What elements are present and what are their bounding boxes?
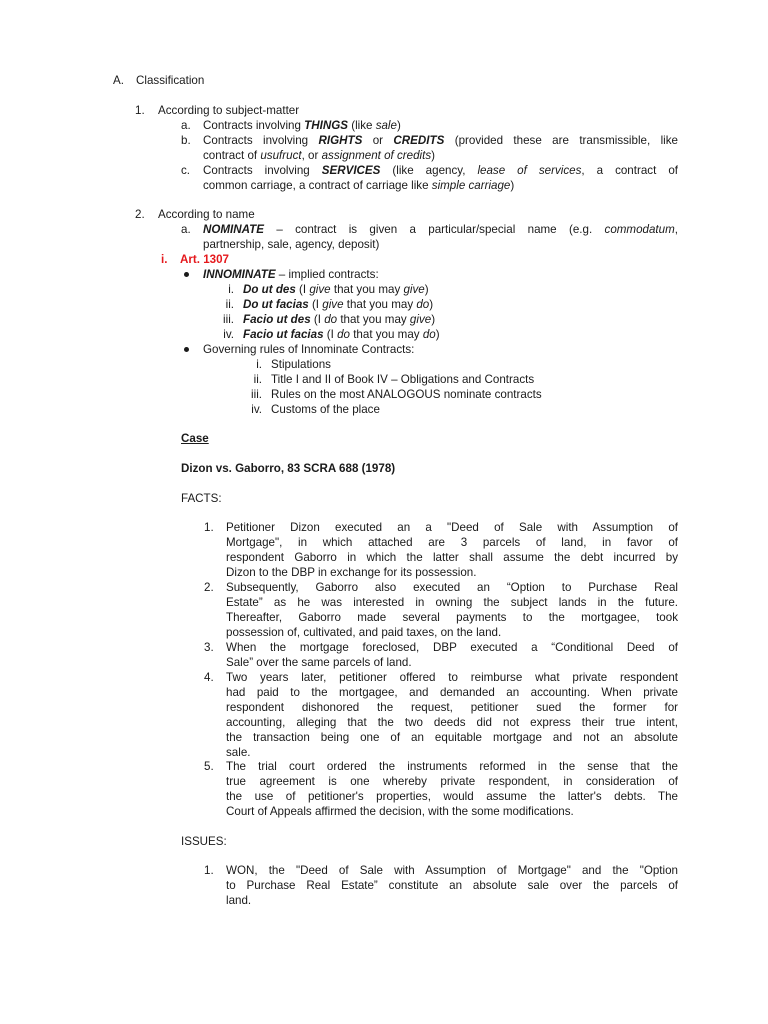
issue-line: WON, the "Deed of Sale with Assumption of Mortgage" and the "Option — [226, 864, 678, 877]
innominate-item-run: ) — [435, 328, 440, 341]
roman-marker: iii. — [251, 388, 262, 401]
innominate-item-run: ) — [431, 313, 436, 326]
innominate-item — [243, 297, 433, 312]
list-item-line-run: , or — [301, 149, 322, 162]
list-item-line — [203, 178, 514, 193]
list-item-line-run: SERVICES — [321, 164, 381, 177]
governing-rule-item: Rules on the most ANALOGOUS nominate contracts — [271, 388, 542, 401]
fact-line: Estate” as he was interested in owning the subject lands in the future. — [226, 596, 678, 609]
list-marker: 1. — [204, 864, 214, 877]
roman-marker: ii. — [253, 373, 262, 386]
list-item-line — [203, 118, 401, 133]
innominate-item-run: ) — [424, 283, 429, 296]
innominate-item-run: that you may — [330, 283, 404, 296]
fact-line: Mortgage", in which attached are 3 parcels of land, in favor of — [226, 536, 678, 549]
innominate-item-run: Do ut des — [243, 283, 296, 296]
list-marker: 3. — [204, 641, 214, 654]
list-item-line-run: sale — [375, 119, 397, 132]
innominate-item — [243, 327, 440, 342]
list-item-line-run: , — [674, 223, 678, 236]
innominate-item-run: that you may — [343, 298, 417, 311]
fact-line: When the mortgage foreclosed, DBP executed a “Conditional Deed of — [226, 641, 678, 654]
issue-line: land. — [226, 894, 252, 907]
list-item-line-run: ) — [396, 119, 401, 132]
list-item-line — [203, 148, 435, 163]
innominate-item-run: Do ut facias — [243, 298, 309, 311]
fact-line: the transaction being one of an equitable mortgage and not an absolute — [226, 731, 678, 744]
innominate-item-run: ) — [429, 298, 434, 311]
governing-rules-heading: Governing rules of Innominate Contracts: — [203, 343, 415, 356]
fact-line: sale. — [226, 746, 251, 759]
list-marker: a. — [181, 119, 191, 132]
list-item-line — [203, 163, 678, 178]
list-item-line-run: ) — [431, 149, 436, 162]
roman-marker: iv. — [251, 403, 262, 416]
list-item-line-run: NOMINATE — [203, 223, 264, 236]
list-item-line-run: Contracts involving — [203, 164, 322, 177]
article-marker: i. — [161, 253, 168, 266]
list-item-line-run: CREDITS — [393, 134, 445, 147]
list-item-line-run: (provided these are transmissible, like — [444, 134, 678, 147]
list-marker: 2. — [135, 208, 145, 221]
list-marker: b. — [181, 134, 191, 147]
list-marker: 2. — [204, 581, 214, 594]
roman-marker: i. — [228, 283, 234, 296]
bullet-icon — [184, 272, 189, 277]
list-item-line-run: (like agency, — [380, 164, 478, 177]
innominate-item-run: Facio ut des — [243, 313, 311, 326]
fact-line: had paid to the mortgagee, and demanded an accounting. When private — [226, 686, 678, 699]
list-marker: 4. — [204, 671, 214, 684]
list-marker: 1. — [135, 104, 145, 117]
innominate-item-run: Facio ut facias — [243, 328, 324, 341]
fact-line: true agreement is one whereby private respondent, in consideration of — [226, 775, 678, 788]
innominate-item-run: that you may — [349, 328, 423, 341]
roman-marker: i. — [256, 358, 262, 371]
case-heading: Case — [181, 432, 209, 445]
fact-line: Court of Appeals affirmed the decision, with the some modifications. — [226, 805, 574, 818]
list-item-line-run: commodatum — [604, 223, 675, 236]
list-marker: 5. — [204, 760, 214, 773]
governing-rule-item: Stipulations — [271, 358, 331, 371]
list-item-line-run: simple carriage — [431, 179, 511, 192]
list-item-line-run: ) — [510, 179, 515, 192]
list-marker: a. — [181, 223, 191, 236]
issues-heading: ISSUES: — [181, 835, 227, 848]
innominate-item — [243, 282, 429, 297]
list-item-line — [203, 133, 678, 148]
innominate-item-run: (I — [308, 298, 323, 311]
innominate-item-run: that you may — [337, 313, 410, 326]
roman-marker: ii. — [225, 298, 234, 311]
innominate-item-run: give — [403, 283, 425, 296]
article-reference: Art. 1307 — [180, 253, 229, 266]
section-marker: A. — [113, 74, 124, 87]
subsection-title: According to subject-matter — [158, 104, 300, 117]
fact-line: Thereafter, Gaborro made several payments to the mortgagee, took — [226, 611, 678, 624]
fact-line: the use of petitioner's properties, would assume the latter's debts. The — [226, 790, 678, 803]
fact-line: Dizon to the DBP in exchange for its possession. — [226, 566, 477, 579]
innominate-heading — [203, 267, 379, 282]
innominate-item-run: do — [416, 298, 430, 311]
list-marker: c. — [181, 164, 191, 177]
innominate-heading-run: – implied contracts: — [275, 268, 379, 281]
facts-heading: FACTS: — [181, 492, 222, 505]
roman-marker: iv. — [223, 328, 234, 341]
list-item-line-run: usufruct — [260, 149, 302, 162]
innominate-item-run: do — [324, 313, 338, 326]
innominate-item — [243, 312, 435, 327]
innominate-item-run: give — [309, 283, 331, 296]
fact-line: The trial court ordered the instruments reformed in the sense that the — [226, 760, 678, 773]
list-item-line-run: THINGS — [304, 119, 348, 132]
list-item-line-run: – contract is given a particular/special name (e.g. — [263, 223, 605, 236]
list-item-line — [203, 222, 678, 237]
fact-line: respondent dishonored the request, petitioner sued the former for — [226, 701, 678, 714]
list-item-line-run: Contracts involving — [203, 134, 319, 147]
list-item-line-run: contract of — [203, 149, 261, 162]
list-item-line — [203, 237, 379, 252]
governing-rule-item: Title I and II of Book IV – Obligations and Contracts — [271, 373, 535, 386]
list-item-line-run: assignment of credits — [321, 149, 432, 162]
list-marker: 1. — [204, 521, 214, 534]
list-item-line-run: , a contract of — [581, 164, 678, 177]
innominate-item-run: (I — [323, 328, 338, 341]
list-item-line-run: common carriage, a contract of carriage like — [203, 179, 432, 192]
innominate-item-run: give — [322, 298, 344, 311]
roman-marker: iii. — [223, 313, 234, 326]
fact-line: Petitioner Dizon executed an a "Deed of Sale with Assumption of — [226, 521, 678, 534]
fact-line: Two years later, petitioner offered to reimburse what private respondent — [226, 671, 678, 684]
innominate-item-run: (I — [295, 283, 310, 296]
section-title: Classification — [136, 74, 205, 87]
list-item-line-run: RIGHTS — [318, 134, 363, 147]
fact-line: possession of, cultivated, and paid taxes, on the land. — [226, 626, 502, 639]
list-item-line-run: (like — [347, 119, 376, 132]
fact-line: respondent Gaborro in which the latter shall assume the debt incurred by — [226, 551, 678, 564]
list-item-line-run: partnership, sale, agency, deposit) — [203, 238, 380, 251]
list-item-line-run: or — [362, 134, 394, 147]
innominate-heading-run: INNOMINATE — [203, 268, 276, 281]
fact-line: Subsequently, Gaborro also executed an “Option to Purchase Real — [226, 581, 678, 594]
list-item-line-run: lease of services — [477, 164, 582, 177]
fact-line: accounting, alleging that the two deeds did not express their true intent, — [226, 716, 678, 729]
innominate-item-run: do — [337, 328, 350, 341]
case-title: Dizon vs. Gaborro, 83 SCRA 688 (1978) — [181, 462, 396, 475]
governing-rule-item: Customs of the place — [271, 403, 380, 416]
fact-line: Sale” over the same parcels of land. — [226, 656, 412, 669]
list-item-line-run: Contracts involving — [203, 119, 305, 132]
innominate-item-run: (I — [310, 313, 325, 326]
innominate-item-run: give — [409, 313, 432, 326]
subsection-title: According to name — [158, 208, 255, 221]
innominate-item-run: do — [422, 328, 436, 341]
issue-line: to Purchase Real Estate” constitute an absolute sale over the parcels of — [226, 879, 678, 892]
bullet-icon — [184, 347, 189, 352]
